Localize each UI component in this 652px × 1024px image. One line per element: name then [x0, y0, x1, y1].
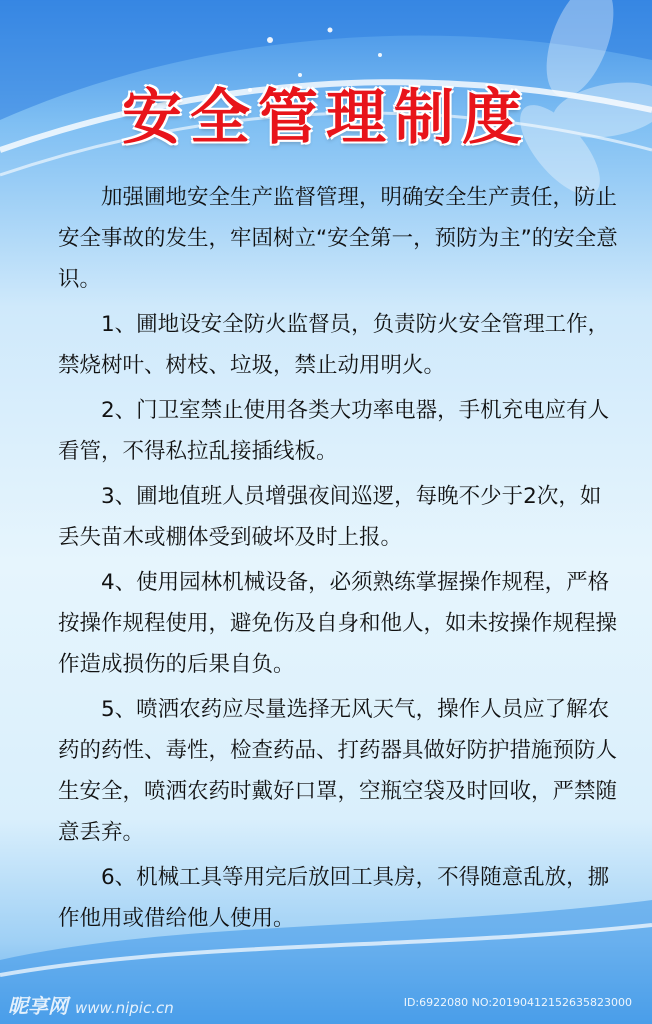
rule-3: 3、圃地值班人员增强夜间巡逻，每晚不少于2次，如丢失苗木或棚体受到破坏及时上报。 — [58, 484, 602, 550]
regulation-body — [58, 177, 618, 943]
rule-1: 1、圃地设安全防火监督员，负责防火安全管理工作，禁烧树叶、树枝、垃圾，禁止动用明火。 — [58, 312, 610, 378]
watermark-logo-text: 昵享网 — [8, 994, 68, 1018]
watermark-id: ID:6922080 NO:20190412152635823000 — [403, 996, 632, 1009]
watermark-logo — [8, 990, 174, 1019]
watermark-url: www.nipic.cn — [74, 999, 174, 1017]
rule-6: 6、机械工具等用完后放回工具房，不得随意乱放，挪作他用或借给他人使用。 — [58, 865, 610, 931]
page-title: 安全管理制度 — [122, 83, 530, 153]
rule-5: 5、喷洒农药应尽量选择无风天气，操作人员应了解农药的药性、毒性，检查药品、打药器具做好防护措施预防人生安全，喷洒农药时戴好口罩，空瓶空袋及时回收，严禁随意丢弃。 — [58, 697, 618, 845]
rule-4: 4、使用园林机械设备，必须熟练掌握操作规程，严格按操作规程使用，避免伤及自身和他人，如未按操作规程操作造成损伤的后果自负。 — [58, 570, 618, 677]
intro-paragraph: 加强圃地安全生产监督管理，明确安全生产责任，防止安全事故的发生，牢固树立“安全第一，预防为主”的安全意识。 — [58, 185, 618, 292]
rule-2: 2、门卫室禁止使用各类大功率电器，手机充电应有人看管，不得私拉乱接插线板。 — [58, 398, 610, 464]
